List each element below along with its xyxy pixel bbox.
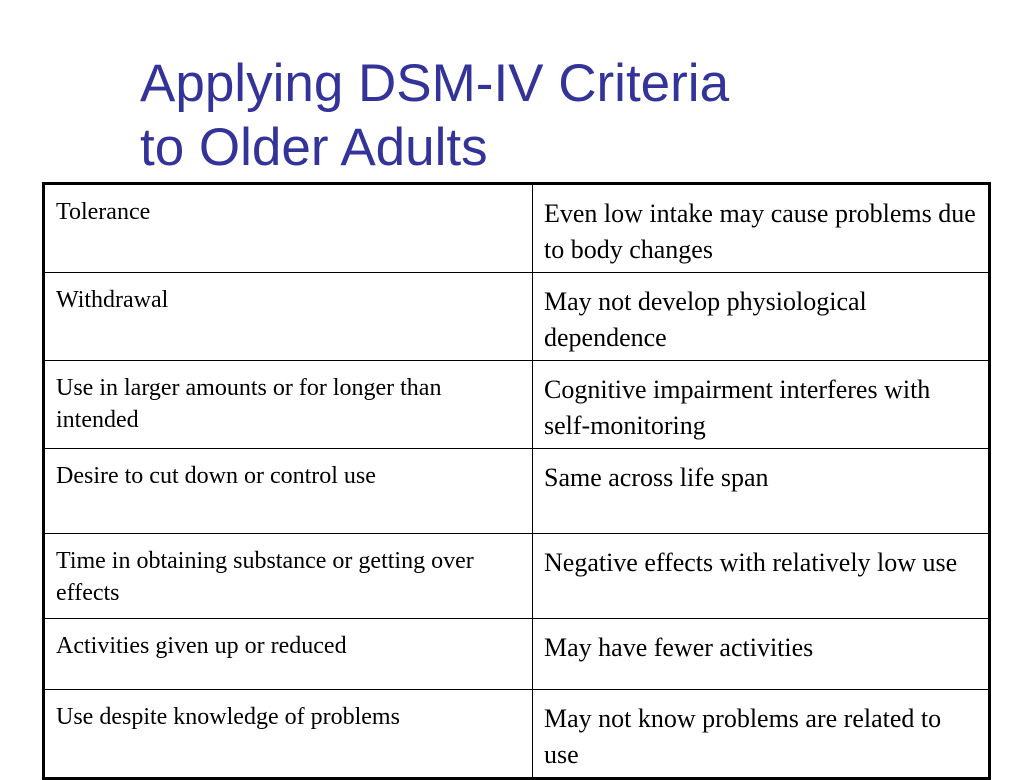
- slide-title: [140, 52, 960, 180]
- criterion-cell: Use in larger amounts or for longer than intended: [44, 361, 533, 449]
- table-row: [44, 619, 990, 690]
- table-row: [44, 273, 990, 361]
- table-row: [44, 534, 990, 619]
- table-row: [44, 690, 990, 779]
- consideration-cell: Cognitive impairment interferes with self-monitoring: [533, 361, 990, 449]
- consideration-cell: Same across life span: [533, 449, 990, 534]
- criterion-cell: Tolerance: [44, 184, 533, 273]
- slide-title-line-1: Applying DSM-IV Criteria: [140, 54, 730, 113]
- criterion-cell: Desire to cut down or control use: [44, 449, 533, 534]
- criterion-cell: Use despite knowledge of problems: [44, 690, 533, 779]
- consideration-cell: May not develop physiological dependence: [533, 273, 990, 361]
- criteria-table: [42, 182, 991, 780]
- consideration-cell: Negative effects with relatively low use: [533, 534, 990, 619]
- table-row: [44, 361, 990, 449]
- table-row: [44, 449, 990, 534]
- slide-title-line-2: to Older Adults: [140, 118, 488, 177]
- criterion-cell: Time in obtaining substance or getting over effects: [44, 534, 533, 619]
- table-row: [44, 184, 990, 273]
- criterion-cell: Withdrawal: [44, 273, 533, 361]
- consideration-cell: Even low intake may cause problems due to body changes: [533, 184, 990, 273]
- criterion-cell: Activities given up or reduced: [44, 619, 533, 690]
- consideration-cell: May not know problems are related to use: [533, 690, 990, 779]
- consideration-cell: May have fewer activities: [533, 619, 990, 690]
